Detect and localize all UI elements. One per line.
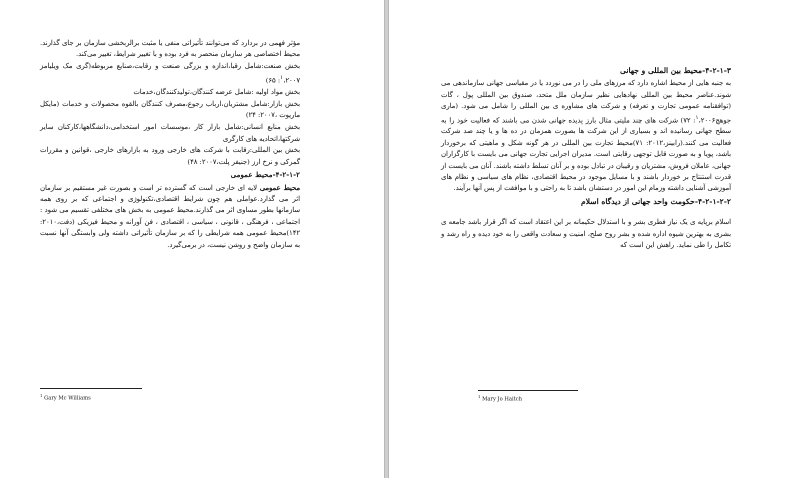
left-footnote-mark: 1 xyxy=(40,393,43,398)
left-page xyxy=(0,0,384,478)
left-paragraph-4: بخش بازار:شامل مشتریان،ارباب رجوع،مصرف کنندگان بالقوه محصولات و خدمات (مایکل ماریوت ،۲۰۰۷: ۲۴) xyxy=(40,99,300,120)
left-footnote-rule xyxy=(40,388,142,389)
right-section-heading-1: ۴-۲-۱-۳-محیط بین المللی و جهانی xyxy=(620,66,731,75)
right-footnote-rule xyxy=(478,390,578,391)
left-page-content xyxy=(40,38,300,252)
left-paragraph-1: مؤثر فهمی در بردارد که می‌توانند تأثیراتی منفی یا مثبت برالربخشی سازمان بر جای گذارند. محیط اختصاصی هر سازمان منحصر به فرد بوده و با تغییر شرایط، تغییر می‌کند. xyxy=(40,39,300,59)
right-footnote-text: Mary Jo Haitch xyxy=(482,396,523,403)
left-paragraph-7: محیط عمومی لایه ای خارجی است که گسترده تر است و بصورت غیر مستقیم بر سازمان اثر می گذارد.عواملی هم چون شرایط اقتصادی،تکنولوژی و اجتماعی که بر روی همه سازمانها بطور مساوی اثر می گذارند.محیط عمومی به بخش های مختلفی تقسیم می شود : اجتماعی ، فرهنگی ، قانونی ، سیاسی ، اقتصادی ، فن آورانه و محیط فیزیکی (دفت،۲۰۱۰: ۱۴۲)محیط عمومی همه شرایطی را که بر سازمان تأثیراتی داشته ولی وابستگی آنها نسبت به سازمان واضح و روشن نیست، در برمی‌گیرد. xyxy=(40,183,301,249)
right-page-content xyxy=(441,64,731,252)
right-paragraph-2: اسلام برپایه ی یک نیاز فطری بشر و با استدلال حکیمانه بر این اعتقاد است که اگر قرار باشد جامعه ی بشری به بهترین شیوه اداره شده و بشر روح صلح، امنیت و سعادت واقعی را به خود دیده و راه رشد و تکامل را طی نماید. راهش این است که xyxy=(441,218,731,249)
left-paragraph-3: بخش مواد اولیه :شامل عرضه کنندگان،تولیدکنندگان،خدمات xyxy=(133,87,300,96)
left-paragraph-6: بخش بین المللی:رقابت با شرکت های خارجی ورود به بازارهای خارجی ،قوانین و مقررات گمرکی و نرخ ارز (جنیفر پلت،۲۰۰۷: ۴۸) xyxy=(40,146,300,166)
right-footnote xyxy=(478,393,522,404)
right-section-heading-2: ۴-۲-۱-۲-۲-حکومت واحد جهانی از دیدگاه اسلام xyxy=(581,196,731,206)
spacer xyxy=(441,209,731,217)
right-page xyxy=(389,0,785,478)
right-paragraph-1: به جنبه هایی از محیط اشاره دارد که مرزهای ملی را در می نوردد یا در مقیاسی جهانی سازماندهی می شوند.عناصر محیط بین المللی نهادهایی نظیر سازمان ملل متحد، صندوق بین المللی پول ، گات (توافقنامه عمومی تجارت و تعرفه) و شرکت های مشاوره ی بین المللی را شامل می شود. (ماری جوهچ$^۱$،۲۰۰۶: ۷۲) شرکت های چند ملیتی مثال بارز پدیده جهانی شدن می باشند که فعالیت خود را به سطح جهانی رسانیده اند و بسیاری از این شرکت ها بصورت همزمان در ده ها و یا چند صد شرکت فعالیت می کنند.(رابینز،۲۰۱۲: ۷۱)محیط تجارت بین المللی در هر گونه شکل و ماهیتی که برخوردار باشد، پویا و به صورت قابل توجهی رقابتی است. مدیران اجرایی تجارت جهانی می بایست با کارگزاران جهانی، عاملان فروش، مشتریان و رقیبان در تبادل بوده و بر آنان تسلط داشته باشند. آنان می بایست از قدرت استنتاج بر خوردار باشند و با مسایل موجود در محیط اقتصادی، نظام های سیاسی و نظام های آموزشی آشنایی داشته وزمام این امور در دستشان باشد تا به راحتی و با موافقت از پس آنها برآیند. xyxy=(441,79,731,193)
left-section-heading: ۴-۲-۱-۲-محیط عمومی xyxy=(230,170,300,180)
right-footnote-mark: 1 xyxy=(478,394,481,399)
left-footnote xyxy=(40,392,91,403)
left-paragraph-5: بخش منابع انسانی:شامل بازار کار ،موسسات امور استخدامی،دانشگاهها،کارکنان سایر شرکتها،اتحادیه های کارگری xyxy=(40,123,300,143)
left-paragraph-2: بخش صنعت:شامل رقبا،اندازه و بزرگی صنعت و رقابت،صنایع مربوطه(گری مک ویلیامز $^۱$،۲۰۰۷: ۶۵) xyxy=(40,62,300,84)
left-footnote-text: Gary Mc Williams xyxy=(44,395,91,402)
